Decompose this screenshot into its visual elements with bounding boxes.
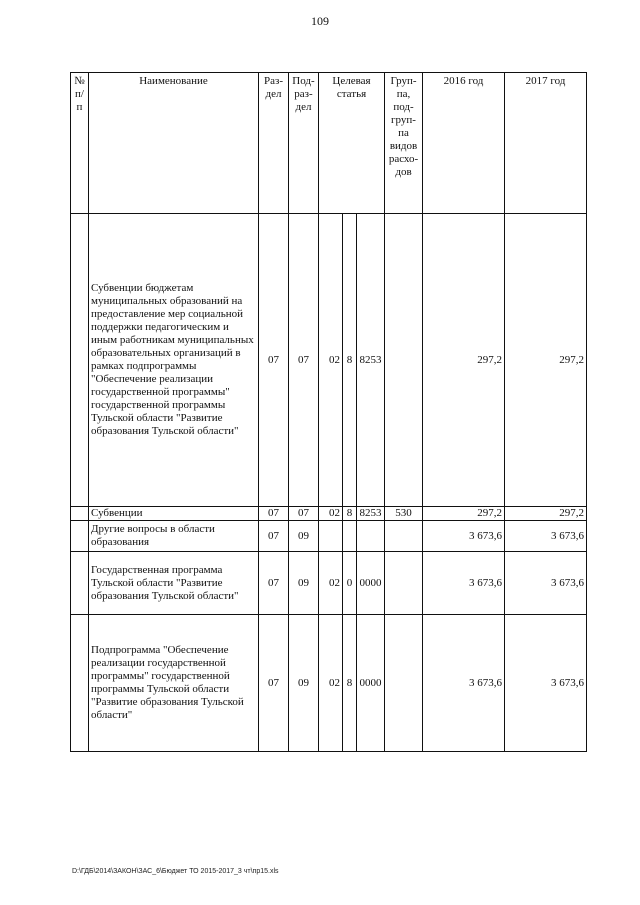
header-group: Груп-па, под-груп-па видов расхо-дов (385, 73, 423, 214)
row-target-program (319, 521, 343, 552)
row-name: Субвенции (89, 507, 259, 521)
table-row (71, 507, 587, 521)
row-target-program: 02 (319, 615, 343, 752)
row-target-direction: 8253 (357, 214, 385, 507)
header-name: Наименование (89, 73, 259, 214)
row-2016: 3 673,6 (423, 521, 505, 552)
table-row (71, 615, 587, 752)
header-razdel: Раз-дел (259, 73, 289, 214)
row-num (71, 521, 89, 552)
row-podrazdel: 09 (289, 521, 319, 552)
header-target: Целевая статья (319, 73, 385, 214)
row-target-direction: 8253 (357, 507, 385, 521)
row-podrazdel: 09 (289, 615, 319, 752)
row-2017: 3 673,6 (505, 552, 587, 615)
row-2016: 297,2 (423, 507, 505, 521)
row-podrazdel: 07 (289, 507, 319, 521)
header-2016: 2016 год (423, 73, 505, 214)
row-2016: 3 673,6 (423, 552, 505, 615)
row-group: 530 (385, 507, 423, 521)
row-razdel: 07 (259, 507, 289, 521)
row-podrazdel: 07 (289, 214, 319, 507)
row-num (71, 615, 89, 752)
row-name: Другие вопросы в области образования (89, 521, 259, 552)
row-target-program: 02 (319, 214, 343, 507)
row-target-program: 02 (319, 507, 343, 521)
row-target-subprogram: 8 (343, 214, 357, 507)
row-2017: 297,2 (505, 507, 587, 521)
row-razdel: 07 (259, 521, 289, 552)
row-razdel: 07 (259, 552, 289, 615)
row-name: Государственная программа Тульской области "Развитие образования Тульской области" (89, 552, 259, 615)
row-target-direction: 0000 (357, 552, 385, 615)
row-group (385, 552, 423, 615)
row-2017: 297,2 (505, 214, 587, 507)
header-row (71, 73, 587, 214)
row-2017: 3 673,6 (505, 615, 587, 752)
row-target-subprogram: 8 (343, 507, 357, 521)
table-row (71, 521, 587, 552)
row-target-direction: 0000 (357, 615, 385, 752)
row-razdel: 07 (259, 615, 289, 752)
header-podrazdel: Под-раз-дел (289, 73, 319, 214)
table-row (71, 214, 587, 507)
row-target-program: 02 (319, 552, 343, 615)
row-target-direction (357, 521, 385, 552)
row-target-subprogram (343, 521, 357, 552)
row-2016: 3 673,6 (423, 615, 505, 752)
row-target-subprogram: 0 (343, 552, 357, 615)
row-target-subprogram: 8 (343, 615, 357, 752)
table-row (71, 552, 587, 615)
budget-table (70, 72, 587, 752)
row-podrazdel: 09 (289, 552, 319, 615)
row-group (385, 214, 423, 507)
row-num (71, 507, 89, 521)
row-2016: 297,2 (423, 214, 505, 507)
row-name: Субвенции бюджетам муниципальных образований на предоставление мер социальной поддержки педагогическим и иным работникам муниципальных образовательных организаций в рамках подпрограммы "Обеспечение реализации государственной программы" государственной программы Тульской области "Развитие образования Тульской области" (89, 214, 259, 507)
row-2017: 3 673,6 (505, 521, 587, 552)
row-num (71, 214, 89, 507)
row-group (385, 615, 423, 752)
row-num (71, 552, 89, 615)
row-name: Подпрограмма "Обеспечение реализации государственной программы" государственной программы Тульской области "Развитие образования Тульской области" (89, 615, 259, 752)
page-number: 109 (311, 14, 329, 28)
header-num: № п/п (71, 73, 89, 214)
row-razdel: 07 (259, 214, 289, 507)
file-path-footer: D:\ГДБ\2014\ЗАКОН\ЗАС_6\Бюджет ТО 2015-2017_3 чт\пр15.xls (72, 868, 279, 875)
header-2017: 2017 год (505, 73, 587, 214)
row-group (385, 521, 423, 552)
